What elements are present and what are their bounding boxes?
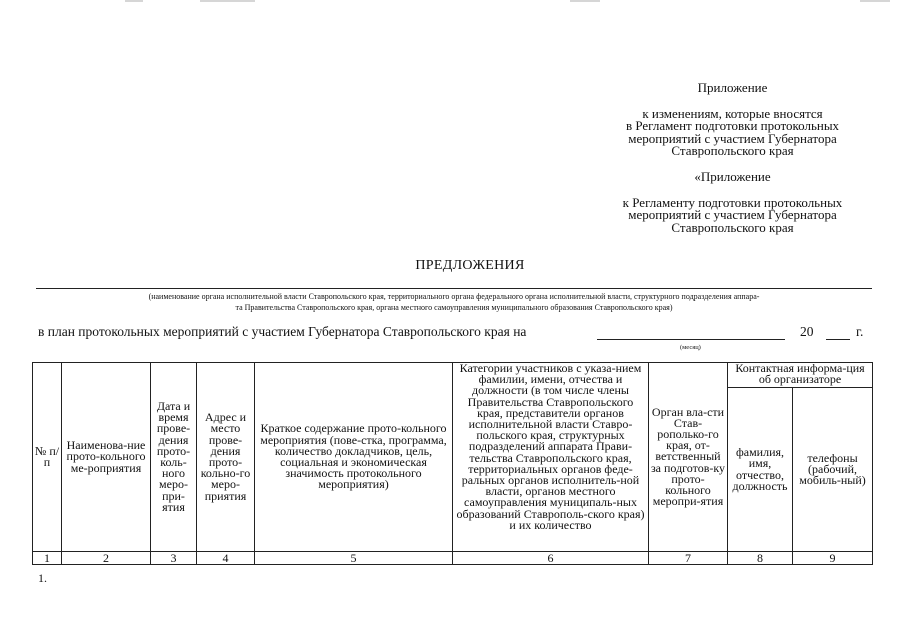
scan-artifact: [570, 0, 600, 2]
annex-line: мероприятий с участием Губернатора: [628, 130, 837, 146]
plan-statement: в план протокольных мероприятий с участием Губернатора Ставропольского края на: [38, 324, 527, 339]
column-number-cell: 5: [255, 552, 453, 565]
annex-subheading: [590, 171, 875, 234]
column-number-cell: 8: [728, 552, 793, 565]
document-title: ПРЕДЛОЖЕНИЯ: [415, 258, 525, 273]
column-number-cell: 1: [33, 552, 62, 565]
column-number-cell: 6: [453, 552, 649, 565]
header-address: Адрес и место прове-дения прото-кольно-го меро-приятия: [197, 363, 255, 552]
column-number-cell: 3: [151, 552, 197, 565]
year-prefix: 20: [800, 324, 814, 339]
organization-caption: [36, 292, 872, 313]
proposals-table: [32, 362, 873, 565]
annex-title: Приложение: [697, 80, 768, 95]
org-caption-line: та Правительства Ставропольского края, органа местного самоуправления муниципального образования Ставропольского края): [235, 302, 673, 312]
column-number-cell: 9: [793, 552, 873, 565]
header-summary: Краткое содержание прото-кольного мероприятия (пове-стка, программа, количество докладчиков, цель, социальная и экономическая значимость протокольного мероприятия): [255, 363, 453, 552]
scan-artifact: [200, 0, 255, 2]
annex-sub-line: Ставропольского края: [671, 219, 794, 235]
annex-line: Ставропольского края: [671, 143, 794, 158]
month-caption: (месяц): [680, 344, 701, 351]
header-participant-categories: Категории участников с указа-нием фамилии, имени, отчества и должности (в том числе члены Правительства Ставропольского края, представители органов исполнительной власти Ставро-польского края, структурных подразделений аппарата Прави-тельства Ставропольского края, территориальных органов феде-ральных органов исполнитель-ной власти, органов местного самоуправления муниципаль-ных образований Ставрополь-ского края) и их количество: [453, 363, 649, 552]
organization-name-line: [36, 288, 872, 289]
scan-artifact: [860, 0, 890, 2]
org-caption-line: (наименование органа исполнительной власти Ставропольского края, территориального органа федерального органа исполнительной власти, структурного подразделения аппара-: [148, 292, 760, 301]
header-responsible-organ: Орган вла-сти Став-рополько-го края, от-ветственный за подготов-ку прото-кольного меропри-ятия: [649, 363, 728, 552]
annex-heading: [590, 82, 875, 158]
annex-sub-line: к Регламенту подготовки протокольных: [622, 194, 843, 210]
header-number: № п/п: [33, 363, 62, 552]
annex-line: в Регламент подготовки протокольных: [625, 118, 840, 133]
column-number-cell: 4: [197, 552, 255, 565]
header-date-time: Дата и время прове-дения прото-коль-ного меро-при-ятия: [151, 363, 197, 552]
first-row-label: 1.: [38, 571, 47, 585]
annex-sub-title: «Приложение: [694, 169, 771, 184]
header-event-name: Наименова-ние прото-кольного ме-роприятия: [62, 363, 151, 552]
scan-artifact: [125, 0, 143, 2]
year-suffix: г.: [856, 324, 864, 339]
column-number-cell: 7: [649, 552, 728, 565]
annex-sub-line: мероприятий с участием Губернатора: [628, 207, 837, 222]
header-contact-info: Контактная информа-ция об организаторе: [728, 363, 873, 388]
annex-line: к изменениям, которые вносятся: [642, 105, 823, 121]
month-blank-line: [597, 339, 785, 340]
column-number-cell: 2: [62, 552, 151, 565]
year-blank-line: [826, 339, 850, 340]
header-contact-name: фамилия, имя, отчество, должность: [728, 388, 793, 552]
header-contact-phone: телефоны (рабочий, мобиль-ный): [793, 388, 873, 552]
